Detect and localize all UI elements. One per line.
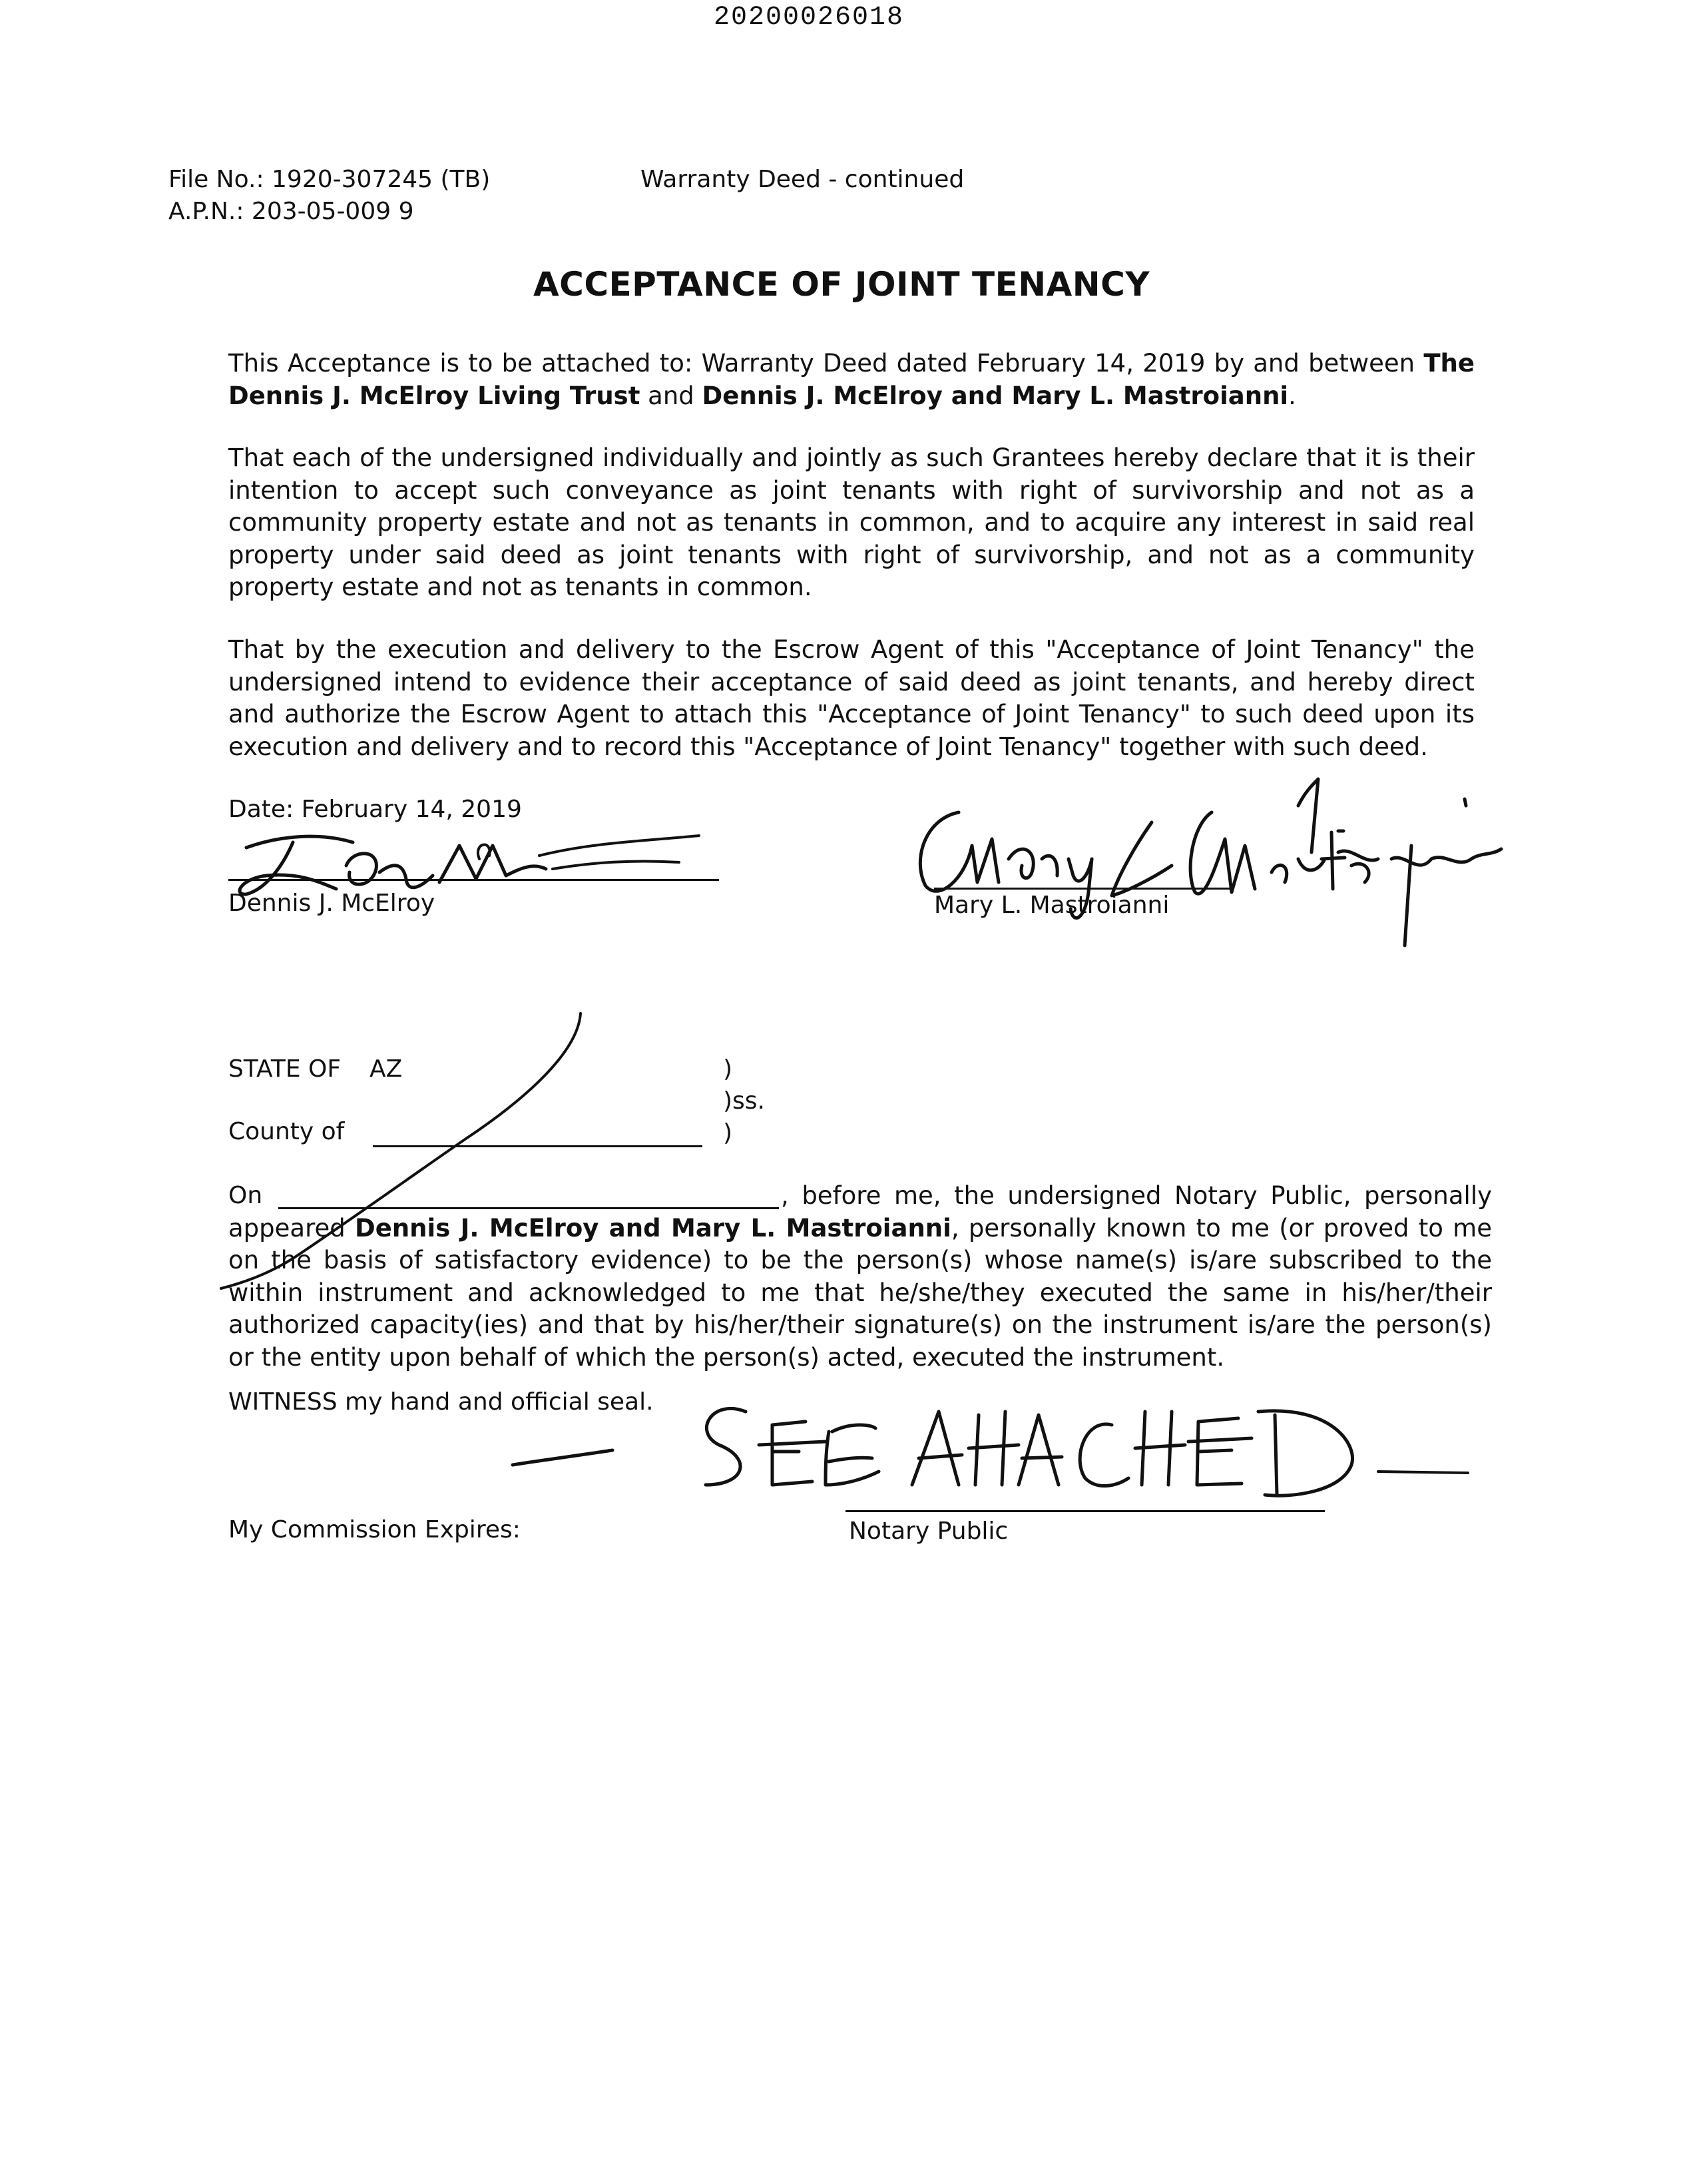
- trust-name: The Dennis J. McElroy Living Trust: [228, 349, 1475, 410]
- state-value: AZ: [369, 1055, 403, 1083]
- intro-paragraph: [228, 348, 1475, 412]
- document-continued-label: Warranty Deed - continued: [640, 166, 965, 193]
- signature-2-handwriting: [899, 759, 1564, 932]
- signature-date: Date: February 14, 2019: [228, 796, 522, 823]
- notary-appeared-names: Dennis J. McElroy and Mary L. Mastroianni: [355, 1213, 951, 1242]
- county-label: County of: [228, 1118, 345, 1145]
- notary-public-label: Notary Public: [849, 1517, 1009, 1545]
- notary-text-pre: , before me, the undersigned Notary Public, personally appeared: [228, 1181, 1492, 1242]
- paren-open: ): [723, 1055, 733, 1083]
- signature-1-handwriting: [220, 816, 726, 916]
- intro-text: This Acceptance is to be attached to: Warranty Deed dated February 14, 2019 by and between: [228, 349, 1424, 378]
- signer-1-name: Dennis J. McElroy: [228, 890, 435, 917]
- intro-and: and: [640, 381, 702, 410]
- notary-strikethrough-mark: [213, 1005, 612, 1292]
- state-label: STATE OF: [228, 1055, 342, 1083]
- file-number: File No.: 1920-307245 (TB): [168, 166, 491, 193]
- notary-signature-line: [845, 1510, 1325, 1512]
- signer-2-name: Mary L. Mastroianni: [934, 892, 1170, 919]
- apn-number: A.P.N.: 203-05-009 9: [168, 198, 414, 225]
- commission-expires-label: My Commission Expires:: [228, 1516, 521, 1543]
- recording-number: 20200026018: [714, 3, 905, 33]
- document-title: ACCEPTANCE OF JOINT TENANCY: [533, 265, 1150, 304]
- notary-text-post: , personally known to me (or proved to me on the basis of satisfactory evidence) to be the person(s) whose name(s) is/are subscribed to the within instrument and acknowledged to me that he/she/they executed the same in his/her/their authorized capacity(ies) and that by his/her/their signature(s) on the instrument is/are the person(s) or the entity upon behalf of which the person(s) acted, executed the instrument.: [228, 1213, 1492, 1372]
- ss-label: )ss.: [723, 1087, 765, 1115]
- see-attached-handwriting: [493, 1385, 1531, 1505]
- paren-close: ): [723, 1119, 733, 1147]
- declaration-paragraph: That each of the undersigned individually and jointly as such Grantees hereby declare that it is their intention to accept such conveyance as joint tenants with right of survivorship and not as a community property estate and not as tenants in common, and to acquire any interest in said real property under said deed as joint tenants with right of survivorship, and not as a community property estate and not as tenants in common.: [228, 443, 1475, 601]
- grantee-names: Dennis J. McElroy and Mary L. Mastroianni: [702, 381, 1289, 410]
- escrow-paragraph: That by the execution and delivery to the Escrow Agent of this "Acceptance of Joint Tenancy" the undersigned intend to evidence their acceptance of said deed as joint tenants, and hereby direct and authorize the Escrow Agent to attach this "Acceptance of Joint Tenancy" to such deed upon its execution and delivery and to record this "Acceptance of Joint Tenancy" together with such deed.: [228, 635, 1475, 761]
- intro-period: .: [1288, 381, 1296, 410]
- witness-text: WITNESS my hand and official seal.: [228, 1388, 654, 1416]
- on-label: On: [228, 1182, 263, 1209]
